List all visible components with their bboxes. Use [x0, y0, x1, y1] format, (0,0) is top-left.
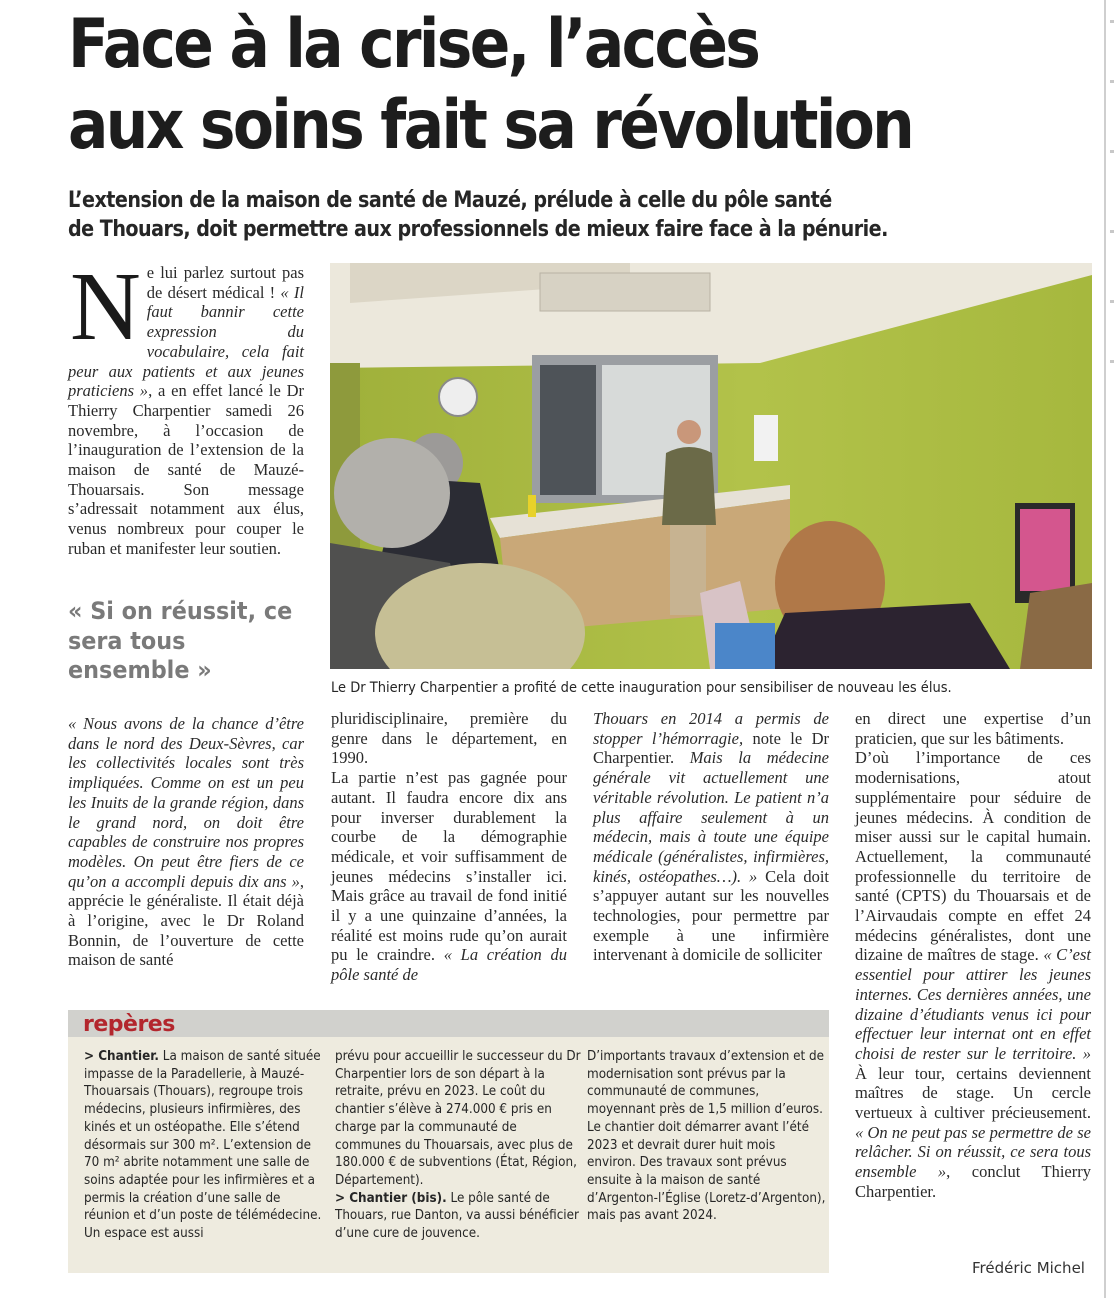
headline-line-2: aux soins fait sa révolution: [68, 86, 913, 165]
soap-bottle: [528, 495, 536, 517]
column-1-quote: « Nous avons de la chance d’être dans le nord des Deux-Sèvres, car les collectivités locales sont très impliquées. Comme on est un peu les Inuits de la grande région, dans le grand nord, on doit être capables de construire nos propres modèles. On peut être fiers de ce qu’on a accompli depuis dix ans »: [68, 714, 304, 891]
pull-quote: « Si on réussit, ce sera tous ensemble »: [68, 597, 293, 684]
column-2-quote: « La création du pôle santé de: [331, 945, 567, 985]
reperes-text-4: D’importants travaux d’extension et de modernisation sont prévus par la communauté de communes, moyennant près de 1,5 million d’euros. Le chantier doit démarrer avant l’été 2023 et devrait durer huit mois environ. Des travaux sont prévus ensuite à la maison de santé d’Argenton-l’Église (Loretz-d’Argenton), mais pas avant 2024.: [587, 1049, 826, 1224]
column-3-text-1: note le Dr Charpentier.: [593, 728, 829, 768]
headline-line-1: Face à la crise, l’accès: [68, 5, 759, 84]
column-4-paragraph-2: [855, 748, 1091, 1201]
column-2-paragraph-2: [331, 768, 567, 985]
column-3-paragraph: [593, 709, 829, 965]
article-column-1: [68, 714, 304, 970]
ceiling-vent: [540, 273, 710, 311]
standfirst-line-1: L’extension de la maison de santé de Mauzé, prélude à celle du pôle santé: [68, 188, 832, 213]
article-photo: [330, 263, 1092, 669]
next-column-fragment: [1110, 20, 1114, 23]
intro-text: e lui parlez surtout pas de désert médical !: [146, 263, 304, 302]
column-2-text: La partie n’est pas gagnée pour autant. Il faudra encore dix ans pour inverser durablement la courbe de la démographie médicale, et voir suffisamment de jeunes médecins s’installer ici. Mais grâce au travail de fond initié il y a une quinzaine d’années, la réalité est moins rude qu’on aurait pu le craindre.: [331, 768, 567, 965]
column-2-paragraph-1: pluridisciplinaire, première du genre dans le département, en 1990.: [331, 709, 567, 768]
next-column-fragment: [1110, 80, 1114, 83]
drop-cap: N: [70, 253, 141, 361]
article-column-3: [593, 709, 829, 965]
photo-illustration: [330, 263, 1092, 669]
column-3-quote-1: Thouars en 2014 a permis de stopper l’hémorragie,: [593, 709, 829, 748]
next-column-fragment: [1110, 360, 1114, 363]
headline: [68, 4, 974, 166]
next-column-fragment: [1110, 150, 1114, 153]
column-1-paragraph: [68, 714, 304, 970]
intro-quote: « Il faut bannir cette expression du vocabulaire, cela fait peur aux patients et aux jeunes praticiens »: [68, 282, 304, 401]
article-column-2: [331, 709, 567, 985]
column-1-text: , apprécie le généraliste. Il était déjà à l’origine, avec le Dr Roland Bonnin, de l’ouverture de cette maison de santé: [68, 871, 304, 970]
column-4-text-2: À leur tour, certains deviennent maîtres de stage. Un cercle vertueux à cultiver précieusement.: [855, 1063, 1091, 1123]
reperes-text-1: La maison de santé située impasse de la Paradellerie, à Mauzé-Thouarsais (Thouars), regroupe trois médecins, plusieurs infirmières, des kinés et un ostéopathe. Elle s’étend désormais sur 300 m². L’extension de 70 m² abrite notamment une salle de soins adaptée pour les infirmières et a permis la création d’une salle de réunion et d’un poste de télémédecine. Un espace est aussi: [84, 1049, 322, 1242]
column-3-quote-2: Mais la médecine générale vit actuellement une véritable révolution. Le patient n’a plus affaire seulement à un médecin, mais à toute une équipe médicale (généralistes, infirmières, kinés, ostéopathes…). »: [593, 748, 829, 886]
article-column-4: [855, 709, 1091, 1202]
intro-text-end: , a en effet lancé le Dr Thierry Charpentier samedi 26 novembre, à l’occasion de l’inauguration de l’extension de la maison de santé de Mauzé-Thouarsais. Son message s’adressait notamment aux élus, venus nombreux pour couper le ruban et manifester leur soutien.: [68, 381, 304, 558]
column-3-text-2: Cela doit s’appuyer autant sur les nouvelles technologies, pour permettre par exemple à une infirmière intervenant à domicile de solliciter: [593, 866, 829, 965]
reperes-label-chantier: > Chantier.: [84, 1049, 159, 1064]
article-column-1-intro: [68, 253, 304, 559]
window-blind: [540, 365, 596, 495]
towel-dispenser: [754, 415, 778, 461]
standfirst: [68, 186, 1086, 244]
wall-clock: [439, 378, 477, 416]
reperes-column-1: [84, 1048, 330, 1243]
page-edge-divider: [1104, 0, 1106, 1298]
column-4-paragraph-1: en direct une expertise d’un praticien, que sur les bâtiments.: [855, 709, 1091, 748]
column-4-quote-1: « C’est essentiel pour attirer les jeunes internes. Ces dernières années, une dizaine d’étudiants venus ici pour effectuer leur internat ont en effet choisi de rester sur le territoire. »: [855, 945, 1091, 1063]
reperes-text-2: prévu pour accueillir le successeur du Dr Charpentier lors de son départ à la retraite, prévu en 2023. Le coût du chantier s’élève à 274.000 € pris en charge par la communauté de communes du Thouarsais, avec plus de 180.000 € de subventions (État, Région, Département).: [335, 1049, 581, 1188]
column-4-text-1: D’où l’importance de ces modernisations, atout supplémentaire pour séduire de jeunes médecins. À condition de miser aussi sur le capital humain. Actuellement, la communauté professionnelle du territoire de santé (CPTS) du Thouarsais et de l’Airvaudais compte en effet 24 médecins généralistes, dont une dizaine de maîtres de stage.: [855, 748, 1091, 965]
standfirst-line-2: de Thouars, doit permettre aux professionnels de mieux faire face à la pénurie.: [68, 217, 888, 242]
column-4-text-3: , conclut Thierry Charpentier.: [855, 1162, 1091, 1201]
reperes-header: [68, 1010, 829, 1037]
reperes-text-3: Le pôle santé de Thouars, rue Danton, va aussi bénéficier d’une cure de jouvence.: [335, 1190, 579, 1242]
column-4-quote-2: « On ne peut pas se permettre de se relâcher. Si on réussit, ce sera tous ensemble »: [855, 1122, 1091, 1182]
reperes-label-chantier-bis: > Chantier (bis).: [335, 1190, 447, 1206]
reperes-box: [68, 1010, 829, 1273]
reperes-column-3: [587, 1048, 827, 1225]
photo-caption: Le Dr Thierry Charpentier a profité de cette inauguration pour sensibiliser de nouveau les élus.: [331, 680, 952, 696]
next-column-fragment: [1110, 300, 1114, 303]
reperes-column-2: [335, 1048, 581, 1243]
next-column-fragment: [1110, 230, 1114, 233]
author-byline: Frédéric Michel: [972, 1259, 1085, 1277]
reperes-title: repères: [83, 1012, 175, 1037]
